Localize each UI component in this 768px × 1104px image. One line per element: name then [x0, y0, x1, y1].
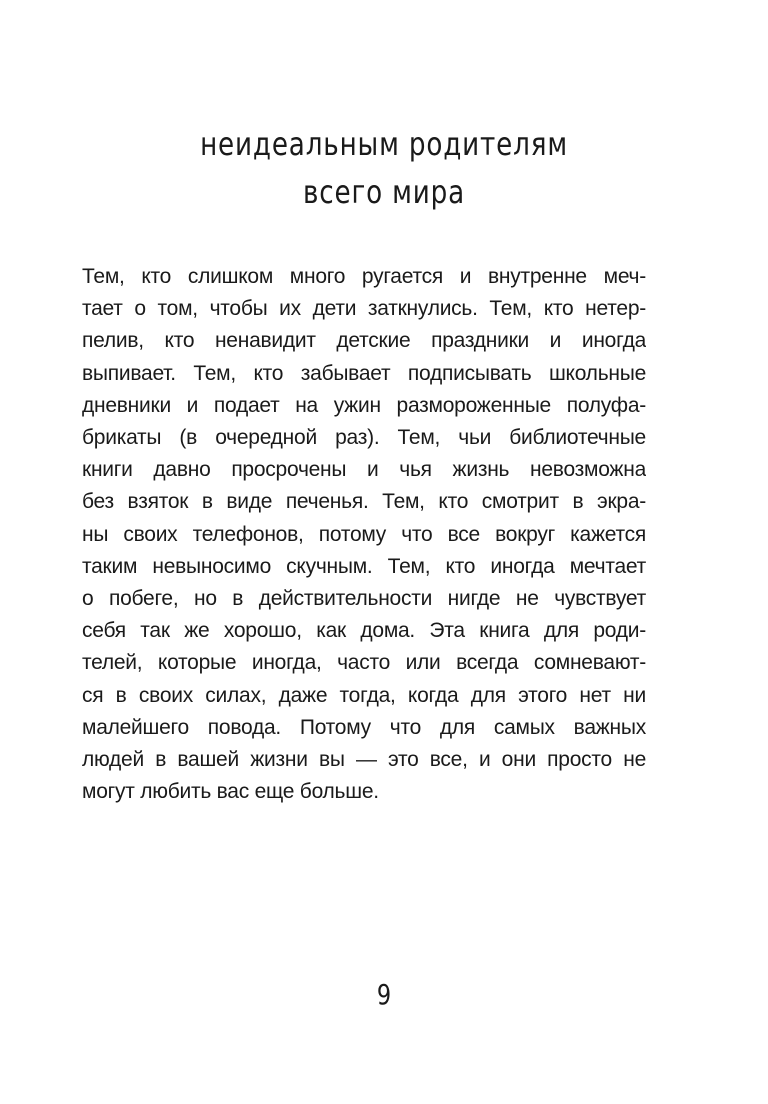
- paragraph-line: ся в своих силах, даже тогда, когда для этого нет ни: [82, 683, 646, 707]
- paragraph-line: дневники и подает на ужин размороженные полуфа-: [82, 393, 646, 417]
- paragraph-line: без взяток в виде печенья. Тем, кто смотрит в экра-: [82, 490, 646, 514]
- dedication-paragraph: [82, 261, 646, 808]
- paragraph-line: тает о том, чтобы их дети заткнулись. Тем, кто нетер-: [82, 297, 646, 321]
- paragraph-line: себя так же хорошо, как дома. Эта книга для роди-: [82, 619, 646, 643]
- paragraph-line: брикаты (в очередной раз). Тем, чьи библиотечные: [82, 426, 646, 450]
- dedication-title-line-1: неидеальным родителям: [200, 125, 568, 163]
- dedication-title: [69, 120, 699, 216]
- paragraph-line: таким невыносимо скучным. Тем, кто иногда мечтает: [82, 554, 646, 578]
- paragraph-line: Тем, кто слишком много ругается и внутренне меч-: [82, 265, 646, 288]
- page-number: 9: [376, 978, 392, 1011]
- paragraph-line: ны своих телефонов, потому что все вокруг кажется: [82, 522, 646, 546]
- paragraph-line: малейшего повода. Потому что для самых важных: [82, 715, 646, 739]
- dedication-title-line-2: всего мира: [302, 173, 466, 211]
- paragraph-line: пелив, кто ненавидит детские праздники и иногда: [82, 329, 646, 353]
- paragraph-line: телей, которые иногда, часто или всегда сомневают-: [82, 651, 646, 675]
- paragraph-line: людей в вашей жизни вы — это все, и они просто не: [82, 748, 646, 772]
- paragraph-line: о побеге, но в действительности нигде не чувствует: [82, 587, 646, 611]
- paragraph-line: могут любить вас еще больше.: [82, 780, 379, 804]
- paragraph-line: выпивает. Тем, кто забывает подписывать школьные: [82, 361, 646, 385]
- paragraph-line: книги давно просрочены и чья жизнь невозможна: [82, 458, 646, 482]
